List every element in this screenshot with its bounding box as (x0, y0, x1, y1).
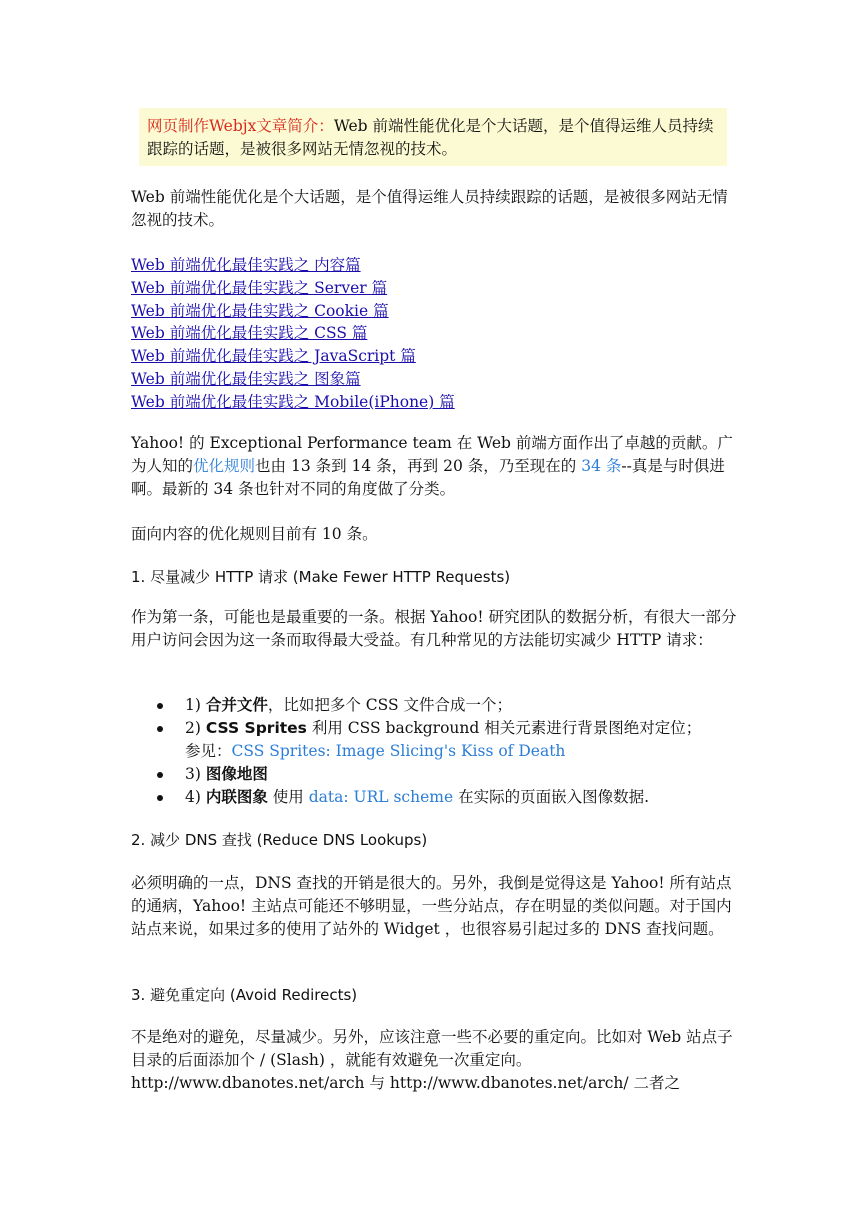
yahoo-text-3: --真是与时俱进啊。最新的 34 条也针对不同的角度做了分类。 (131, 457, 725, 498)
link-javascript[interactable]: Web 前端优化最佳实践之 JavaScript 篇 (131, 347, 416, 366)
item-number: 2) (185, 719, 201, 737)
bullet-icon (157, 772, 163, 778)
list-item (131, 786, 741, 809)
link-css[interactable]: Web 前端优化最佳实践之 CSS 篇 (131, 324, 368, 343)
item-bold: 合并文件 (205, 696, 268, 714)
content-rules-line: 面向内容的优化规则目前有 10 条。 (131, 525, 378, 543)
link-image[interactable]: Web 前端优化最佳实践之 图象篇 (131, 369, 361, 388)
item-text: 利用 CSS background 相关元素进行背景图绝对定位； (306, 719, 702, 737)
item-number: 4) (185, 788, 201, 806)
link-mobile[interactable]: Web 前端优化最佳实践之 Mobile(iPhone) 篇 (131, 392, 455, 411)
item-text: 使用 (267, 788, 309, 806)
yahoo-paragraph (131, 432, 741, 501)
list-item (131, 717, 741, 763)
summary-text: Web 前端性能优化是个大话题，是个值得运维人员持续跟踪的话题，是被很多网站无情忽视的技术。 (147, 117, 714, 158)
rules-link[interactable]: 优化规则 (193, 457, 256, 475)
section1-list (131, 694, 741, 809)
section2-heading: 2. 减少 DNS 查找 (Reduce DNS Lookups) (131, 831, 428, 849)
bullet-icon (157, 703, 163, 709)
intro-paragraph: Web 前端性能优化是个大话题，是个值得运维人员持续跟踪的话题，是被很多网站无情忽视的技术。 (131, 188, 728, 229)
link-content[interactable]: Web 前端优化最佳实践之 内容篇 (131, 256, 361, 274)
item-text: ，比如把多个 CSS 文件合成一个； (267, 696, 513, 714)
item-see-label: 参见： (185, 742, 232, 760)
data-url-link[interactable]: data: URL scheme (308, 788, 454, 806)
section3-body (131, 1026, 741, 1095)
yahoo-text-2: 也由 13 条到 14 条，再到 20 条，乃至现在的 (255, 457, 582, 475)
item-text: 在实际的页面嵌入图像数据. (453, 788, 649, 806)
section1-heading: 1. 尽量减少 HTTP 请求 (Make Fewer HTTP Requests) (131, 568, 511, 586)
section2-body: 必须明确的一点，DNS 查找的开销是很大的。另外，我倒是觉得这是 Yahoo! 所有站点的通病，Yahoo! 主站点可能还不够明显，一些分站点，存在明显的类似问题。对于国内站点来说，如果过多的使用了站外的 Widget ，也很容易引起过多的 DNS 查找问题。 (131, 874, 732, 938)
link-list (131, 254, 741, 414)
section3-urls: http://www.dbanotes.net/arch 与 http://www.dbanotes.net/arch/ 二者之 (131, 1074, 681, 1092)
item-number: 1) (185, 696, 201, 714)
bullet-icon (157, 795, 163, 801)
section3-text: 不是绝对的避免，尽量减少。另外，应该注意一些不必要的重定向。比如对 Web 站点子目录的后面添加个 / (Slash) ，就能有效避免一次重定向。 (131, 1028, 733, 1069)
section3-heading: 3. 避免重定向 (Avoid Redirects) (131, 986, 358, 1004)
article-summary-box (139, 108, 727, 166)
css-sprites-link[interactable]: CSS Sprites: Image Slicing's Kiss of Death (231, 742, 566, 760)
list-item (131, 763, 741, 786)
item-bold: 内联图象 (205, 788, 268, 806)
yahoo-text-1: Yahoo! 的 Exceptional Performance team 在 Web 前端方面作出了卓越的贡献。广为人知的 (131, 434, 733, 475)
list-item (131, 694, 741, 717)
bullet-icon (157, 726, 163, 732)
item-number: 3) (185, 765, 201, 783)
item-bold: 图像地图 (205, 765, 268, 783)
rules-34-link[interactable]: 34 条 (581, 457, 622, 475)
summary-lead: 网页制作Webjx文章简介： (147, 117, 334, 135)
item-bold: CSS Sprites (205, 719, 307, 737)
link-cookie[interactable]: Web 前端优化最佳实践之 Cookie 篇 (131, 301, 389, 320)
link-server[interactable]: Web 前端优化最佳实践之 Server 篇 (131, 278, 388, 297)
section1-body: 作为第一条，可能也是最重要的一条。根据 Yahoo! 研究团队的数据分析，有很大一部分用户访问会因为这一条而取得最大受益。有几种常见的方法能切实减少 HTTP 请求： (131, 608, 737, 649)
